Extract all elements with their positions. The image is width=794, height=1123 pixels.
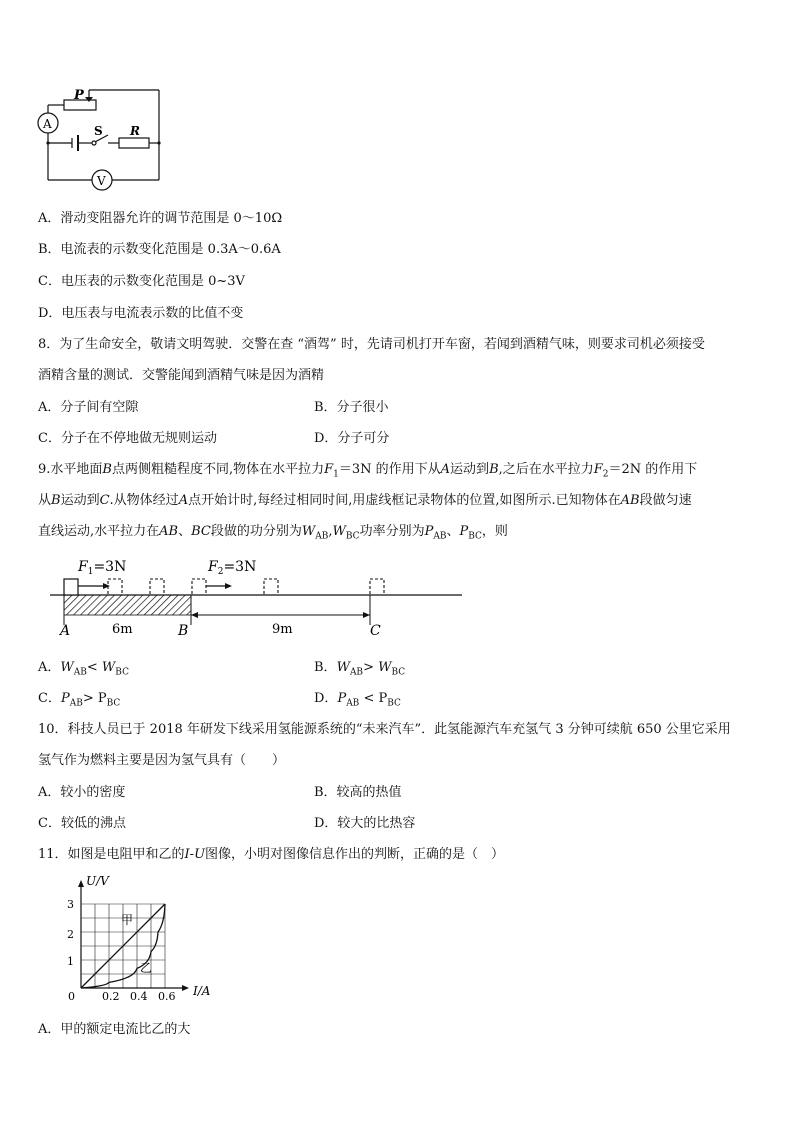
q9-opt-a-3: AB [73,667,87,678]
q9-stem-line3 [38,520,508,542]
q9-opt-a-2: W [60,660,74,675]
circuit-diagram [34,80,169,195]
q9-opt-b-4: > [363,660,379,675]
q9-l1-l: 2 [602,469,609,480]
q9-opt-d-5: BC [387,698,401,709]
y-axis-arrow [78,880,84,887]
q9-l1-m: ＝2N 的作用下 [608,462,698,477]
q8-option-b: B．分子很小 [314,400,389,415]
point-b-label: B [178,623,189,639]
q8-stem-line2: 酒精含量的测试．交警能闻到酒精气味是因为酒精 [38,368,325,383]
q9-l1-c: 点两侧粗糙程度不同,物体在水平拉力 [111,462,325,477]
q9-opt-a-5: W [101,660,116,675]
q9-option-c [38,687,120,709]
q9-l2-i: 段做匀速 [639,493,692,508]
q7-option-c: C．电压表的示数变化范围是 0~3V [38,274,245,289]
q9-opt-c-2: P [60,691,70,706]
q9-opt-c-1: C． [38,691,61,706]
q9-l2-g: 点开始计时,每经过相同时间,用虚线框记录物体的位置,如图所示.已知物体在 [188,493,621,508]
q9-l3-o: P [459,524,469,539]
q11-stem [38,843,504,862]
q9-l3-b: AB [159,524,179,539]
q9-l2-a: 从 [38,493,52,508]
q9-l3-e: 段做的功分别为 [210,524,302,539]
q11-stem-c: 图像，小明对图像信息作出的判断，正确的是（ ） [205,847,505,862]
q9-stem-line1 [38,458,697,480]
f1-value: =3N [93,559,127,575]
q9-opt-d-1: D． [314,691,338,706]
series-label-yi: 乙 [140,961,153,975]
q9-opt-c-4: > P [82,691,107,706]
circuit-label-p: P [74,88,84,103]
q9-l2-b: B [51,493,61,508]
x-tick-06: 0.6 [158,990,176,1003]
distance-ab: 6m [112,622,133,637]
q9-l3-d: BC [191,524,211,539]
q9-l1-a: 9.水平地面 [38,462,103,477]
q9-l3-j: BC [345,531,360,542]
q9-l1-i: B [489,462,499,477]
block-at-a [64,579,78,595]
q9-opt-b-1: B． [314,660,337,675]
point-c-label: C [370,623,381,639]
q8-option-c: C．分子在不停地做无规则运动 [38,431,217,446]
q9-l3-m: AB [433,531,447,542]
x-axis-label: I/A [193,984,211,998]
q9-l1-g: A [440,462,451,477]
q9-opt-b-6: BC [391,667,406,678]
q9-opt-d-2: P [337,691,347,706]
q9-option-d [314,687,401,709]
q9-opt-b-5: W [378,660,392,675]
q9-motion-figure [50,553,465,643]
q8-option-a: A．分子间有空隙 [38,400,139,415]
y-tick-3: 3 [67,898,74,911]
q9-l1-d: F [324,462,334,477]
origin-label: 0 [68,990,75,1003]
f1-label [77,559,126,577]
x-axis-arrow [182,985,189,991]
dashed-box-2 [150,579,164,595]
q9-l3-h: , [328,524,333,539]
q11-stem-b: I-U [184,847,206,862]
q9-opt-b-2: W [336,660,350,675]
q8-stem-line1: 8．为了生命安全，敬请文明驾驶．交警在查 “酒驾” 时，先请司机打开车窗，若闻到酒精气味，则要求司机必须接受 [38,337,705,352]
circuit-label-s: S [94,124,103,138]
q10-option-b: B．较高的热值 [314,785,402,800]
q9-l1-k: F [593,462,603,477]
q9-opt-c-3: AB [69,698,83,709]
series-label-jia: 甲 [121,913,134,927]
q9-l2-c: 运动到 [60,493,100,508]
q9-opt-b-3: AB [349,667,364,678]
q9-opt-c-5: BC [106,698,121,709]
f1-sub: 1 [87,567,94,577]
q9-l2-h: AB [620,493,640,508]
q9-l3-f: W [301,524,316,539]
q9-opt-a-6: BC [115,667,129,678]
q10-option-d: D．较大的比热容 [314,816,416,831]
q9-stem-line2 [38,489,692,508]
q9-l1-f: ＝3N 的作用下从 [338,462,441,477]
q9-l3-n: 、 [446,524,460,539]
q10-option-c: C．较低的沸点 [38,816,126,831]
dashed-box-4 [264,579,278,595]
distance-bc: 9m [272,622,293,637]
q9-l1-e: 1 [333,469,339,480]
q9-l2-f: A [178,493,189,508]
x-tick-04: 0.4 [130,990,148,1003]
dashed-box-3 [192,579,206,595]
q9-l3-g: AB [315,531,329,542]
q9-l1-h: 运动到 [450,462,490,477]
q10-option-a: A．较小的密度 [38,785,126,800]
q8-option-d: D．分子可分 [314,431,390,446]
point-a-label: A [60,623,71,639]
dashed-box-1 [108,579,122,595]
q9-l3-i: W [332,524,346,539]
q9-l1-b: B [102,462,112,477]
q9-l3-a: 直线运动,水平拉力在 [38,524,160,539]
dashed-box-5 [370,579,384,595]
q10-stem-line1: 10．科技人员已于 2018 年研发下线采用氢能源系统的“未来汽车”．此氢能源汽车充氢气 3 分钟可续航 650 公里它采用 [38,722,731,737]
q9-opt-d-4: < P [359,691,388,706]
q9-l3-k: 功率分别为 [359,524,425,539]
q9-opt-a-1: A． [38,660,61,675]
f1-symbol: F [78,559,88,575]
q9-option-a [38,656,129,678]
q9-l3-l: P [424,524,434,539]
y-tick-1: 1 [67,955,74,968]
q11-option-a: A．甲的额定电流比乙的大 [38,1022,191,1037]
q9-l3-q: ，则 [481,524,508,539]
circuit-label-r: R [130,124,140,138]
y-axis-label: U/V [86,874,109,888]
x-tick-02: 0.2 [102,990,120,1003]
q9-l2-e: .从物体经过 [109,493,179,508]
f2-sub: 2 [217,567,224,577]
q10-stem-line2: 氢气作为燃料主要是因为氢气具有（ ） [38,753,286,768]
q9-l1-j: ,之后在水平拉力 [498,462,594,477]
iu-graph [60,872,220,1012]
q9-option-b [314,656,405,678]
q9-l2-d: C [99,493,110,508]
q9-opt-d-3: AB [346,698,360,709]
y-tick-2: 2 [67,928,74,941]
rough-surface-hatch [64,595,191,615]
circuit-label-v: V [97,174,106,188]
q11-stem-a: 11．如图是电阻甲和乙的 [38,847,185,862]
f2-value: =3N [223,559,257,575]
f2-symbol: F [208,559,218,575]
q7-option-d: D．电压表与电流表示数的比值不变 [38,306,244,321]
q9-l3-p: BC [468,531,482,542]
circuit-label-a: A [43,117,52,131]
q9-opt-a-4: < [86,660,102,675]
f2-label [207,559,256,577]
q9-l3-c: 、 [178,524,192,539]
q7-option-a: A．滑动变阻器允许的调节范围是 0～10Ω [38,211,283,226]
q7-option-b: B．电流表的示数变化范围是 0.3A～0.6A [38,242,281,257]
